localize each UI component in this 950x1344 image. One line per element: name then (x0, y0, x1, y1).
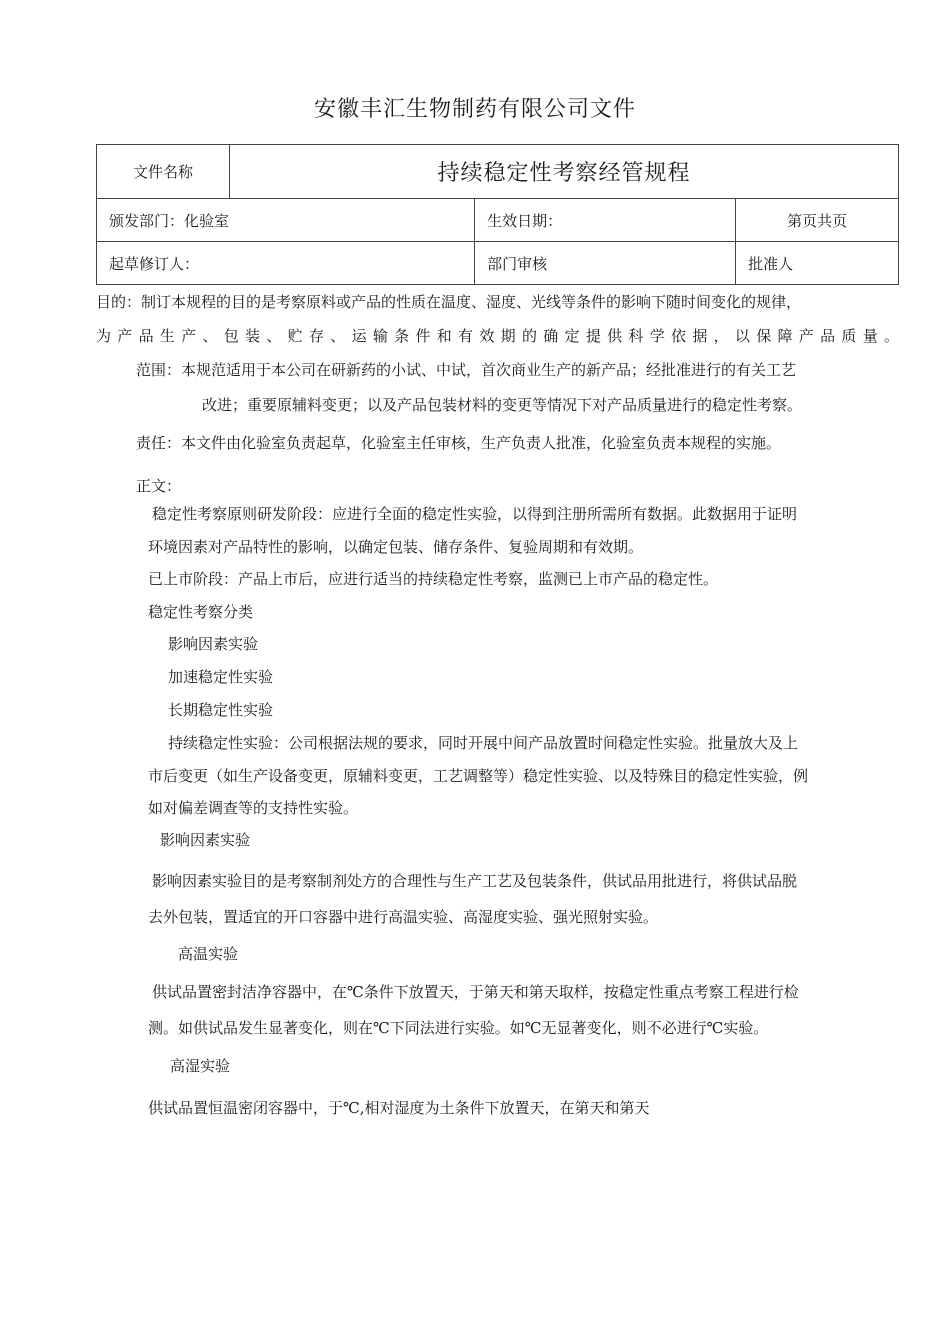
high-temp-line-1: 供试品置密封洁净容器中，在℃条件下放置天，于第天和第天取样，按稳定性重点考察工程进行检 (152, 983, 799, 1001)
company-title: 安徽丰汇生物制药有限公司文件 (313, 97, 636, 122)
classification-item-2: 加速稳定性实验 (168, 668, 274, 686)
marketed-stage: 已上市阶段：产品上市后，应进行适当的持续稳定性考察，监测已上市产品的稳定性。 (148, 570, 719, 588)
principle-line-1: 稳定性考察原则研发阶段：应进行全面的稳定性实验，以得到注册所需所有数据。此数据用于证明 (152, 505, 798, 523)
page-count-label: 第页共页 (736, 199, 899, 242)
main-text-heading: 正文： (136, 477, 182, 495)
ongoing-line-1: 持续稳定性实验：公司根据法规的要求，同时开展中间产品放置时间稳定性实验。批量放大及上 (168, 734, 799, 752)
doc-name-label: 文件名称 (97, 145, 230, 199)
scope-line-1: 范围：本规范适用于本公司在研新药的小试、中试，首次商业生产的新产品；经批准进行的有关工艺 (136, 361, 797, 379)
doc-name: 持续稳定性考察经管规程 (230, 145, 899, 199)
ongoing-line-3: 如对偏差调查等的支持性实验。 (148, 799, 359, 817)
purpose-line-1: 目的：制订本规程的目的是考察原料或产品的性质在温度、湿度、光线等条件的影响下随时间变化的规律， (96, 293, 802, 311)
dept-review-label: 部门审核 (475, 242, 736, 285)
drafter-label: 起草修订人： (97, 242, 475, 285)
document-header-table (96, 144, 899, 285)
high-humid-line-1: 供试品置恒温密闭容器中，于℃,相对湿度为土条件下放置天，在第天和第天 (148, 1099, 650, 1117)
scope-line-2: 改进；重要原辅料变更；以及产品包装材料的变更等情况下对产品质量进行的稳定性考察。 (202, 396, 803, 414)
classification-item-3: 长期稳定性实验 (168, 701, 274, 719)
factor-line-1: 影响因素实验目的是考察制剂处方的合理性与生产工艺及包装条件，供试品用批进行，将供试品脱 (152, 872, 798, 890)
ongoing-line-2: 市后变更（如生产设备变更，原辅料变更，工艺调整等）稳定性实验、以及特殊目的稳定性实验，例 (148, 767, 809, 785)
high-humid-heading: 高湿实验 (170, 1057, 231, 1075)
classification-item-1: 影响因素实验 (168, 635, 259, 653)
effective-date-label: 生效日期： (475, 199, 736, 242)
responsibility: 责任：本文件由化验室负责起草，化验室主任审核，生产负责人批准，化验室负责本规程的实施。 (136, 434, 782, 452)
principle-line-2: 环境因素对产品特性的影响，以确定包装、储存条件、复验周期和有效期。 (148, 538, 644, 556)
factor-line-2: 去外包装，置适宜的开口容器中进行高温实验、高湿度实验、强光照射实验。 (148, 908, 659, 926)
approver-label: 批准人 (736, 242, 899, 285)
purpose-line-2: 为产品生产、包装、贮存、运输条件和有效期的确定提供科学依据，以保障产品质量。 (96, 327, 899, 345)
issuing-dept-label: 颁发部门：化验室 (97, 199, 475, 242)
high-temp-heading: 高温实验 (178, 945, 239, 963)
high-temp-line-2: 测。如供试品发生显著变化，则在℃下同法进行实验。如℃无显著变化，则不必进行℃实验。 (148, 1019, 769, 1037)
factor-heading: 影响因素实验 (160, 831, 251, 849)
classification-heading: 稳定性考察分类 (148, 603, 254, 621)
